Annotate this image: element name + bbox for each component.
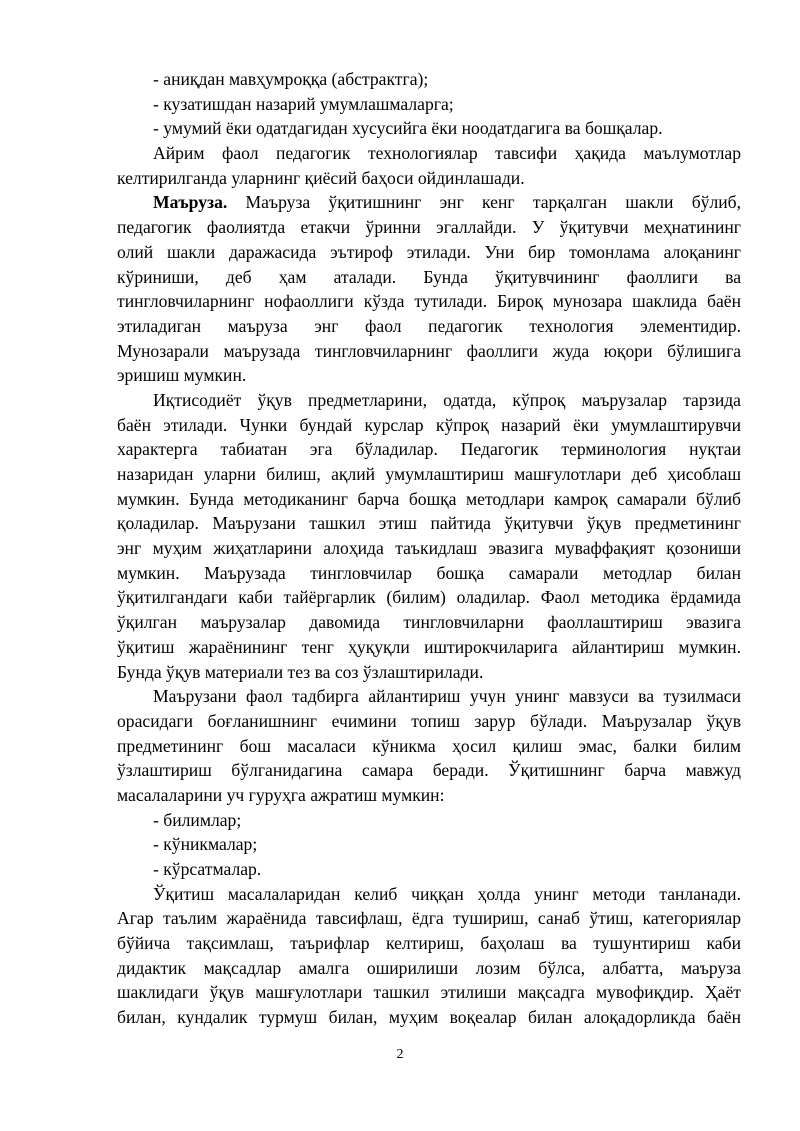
paragraph-line: Бунда ўқув материали тез ва соз ўзлаштирилади.	[117, 661, 484, 682]
paragraph-line: эришиш мумкин.	[117, 365, 247, 386]
paragraph-line: Иқтисодиёт ўқув предметларини, одатда, кўпроқ маърузалар тарзида	[153, 389, 741, 410]
paragraph-line: баён этилади. Чунки бундай курслар кўпроқ назарий ёки умумлаштирувчи	[117, 414, 741, 435]
paragraph-line: олий шакли даражасида эътироф этилади. Уни бир томонлама алоқанинг	[117, 241, 741, 262]
page-number: 2	[396, 1047, 404, 1062]
paragraph-line: Агар таълим жараёнида тавсифлаш, ёдга тушириш, санаб ўтиш, категориялар	[117, 908, 741, 929]
paragraph-line: Мунозарали маърузада тингловчиларнинг фаоллиги жуда юқори бўлишига	[117, 340, 741, 361]
paragraph-line: кўриниши, деб ҳам аталади. Бунда ўқитувчининг фаоллиги ва	[117, 266, 741, 287]
list-item: - кузатишдан назарий умумлашмаларга;	[153, 93, 454, 114]
document-body	[117, 67, 741, 1030]
paragraph-line: назаридан уларни билиш, ақлий умумлаштириш машғулотлари деб ҳисоблаш	[117, 464, 741, 484]
paragraph-line	[117, 190, 741, 215]
paragraph-line: этиладиган маъруза энг фаол педагогик технология элементидир.	[117, 315, 741, 336]
list-item: - умумий ёки одатдагидан хусусийга ёки ноодатдагига ва бошқалар.	[153, 118, 663, 139]
paragraph-line: тингловчиларнинг нофаоллиги кўзда тутилади. Бироқ мунозара шаклида баён	[117, 291, 741, 312]
paragraph-line: энг муҳим жиҳатларини алоҳида таъкидлаш эвазига муваффақият қозониши	[117, 538, 741, 559]
paragraph-line: Айрим фаол педагогик технологиялар тавсифи ҳақида маълумотлар	[153, 143, 741, 164]
paragraph-line: ўқитиш жараёнининг тенг ҳуқуқли иштирокчиларига айлантириш мумкин.	[117, 636, 741, 657]
section-heading: Маъруза.	[153, 192, 228, 213]
paragraph-line: Ўқитиш масалаларидан келиб чиққан ҳолда унинг методи танланади.	[153, 883, 741, 904]
list-item: - билимлар;	[153, 809, 242, 830]
list-item: - кўникмалар;	[153, 834, 258, 855]
paragraph-line: характерга табиатан эга бўладилар. Педагогик терминология нуқтаи	[117, 439, 741, 460]
paragraph-text: Маъруза ўқитишнинг энг кенг тарқалган шакли бўлиб,	[227, 192, 741, 213]
paragraph-line: қоладилар. Маърузани ташкил этиш пайтида ўқитувчи ўқув предметининг	[117, 513, 741, 534]
paragraph-line: билан, кундалик турмуш билан, муҳим воқеалар билан алоқадорликда баён	[117, 1007, 741, 1028]
paragraph-line: масалаларини уч гуруҳга ажратиш мумкин:	[117, 784, 445, 805]
list-item: - аниқдан мавҳумроққа (абстрактга);	[153, 69, 429, 89]
list-item: - кўрсатмалар.	[153, 859, 262, 879]
paragraph-line: бўйича тақсимлаш, таърифлар келтириш, баҳолаш ва тушунтириш каби	[117, 933, 741, 954]
paragraph-line: Маърузани фаол тадбирга айлантириш учун унинг мавзуси ва тузилмаси	[153, 686, 741, 707]
paragraph-line: педагогик фаолиятда етакчи ўринни эгаллайди. У ўқитувчи меҳнатининг	[117, 217, 741, 238]
paragraph-line: мумкин. Бунда методиканинг барча бошқа методлари камроқ самарали бўлиб	[117, 488, 741, 509]
paragraph-line: шаклидаги ўқув машғулотлари ташкил этилиши мақсадга мувофиқдир. Ҳаёт	[117, 982, 741, 1003]
paragraph-line: келтирилганда уларнинг қиёсий баҳоси ойдинлашади.	[117, 167, 525, 188]
paragraph-line: мумкин. Маърузада тингловчилар бошқа самарали методлар билан	[117, 562, 741, 583]
paragraph-line: ўзлаштириш бўлганидагина самара беради. Ўқитишнинг барча мавжуд	[117, 760, 741, 781]
paragraph-line: орасидаги боғланишнинг ечимини топиш зарур бўлади. Маърузалар ўқув	[117, 710, 741, 731]
paragraph-line: дидактик мақсадлар амалга оширилиши лозим бўлса, албатта, маъруза	[117, 957, 741, 978]
paragraph-line: предметининг бош масаласи кўникма ҳосил қилиш эмас, балки билим	[117, 735, 741, 756]
paragraph-line: ўқилган маърузалар давомида тингловчиларни фаоллаштириш эвазига	[117, 612, 741, 633]
paragraph-line: ўқитилгандаги каби тайёргарлик (билим) оладилар. Фаол методика ёрдамида	[117, 587, 741, 608]
